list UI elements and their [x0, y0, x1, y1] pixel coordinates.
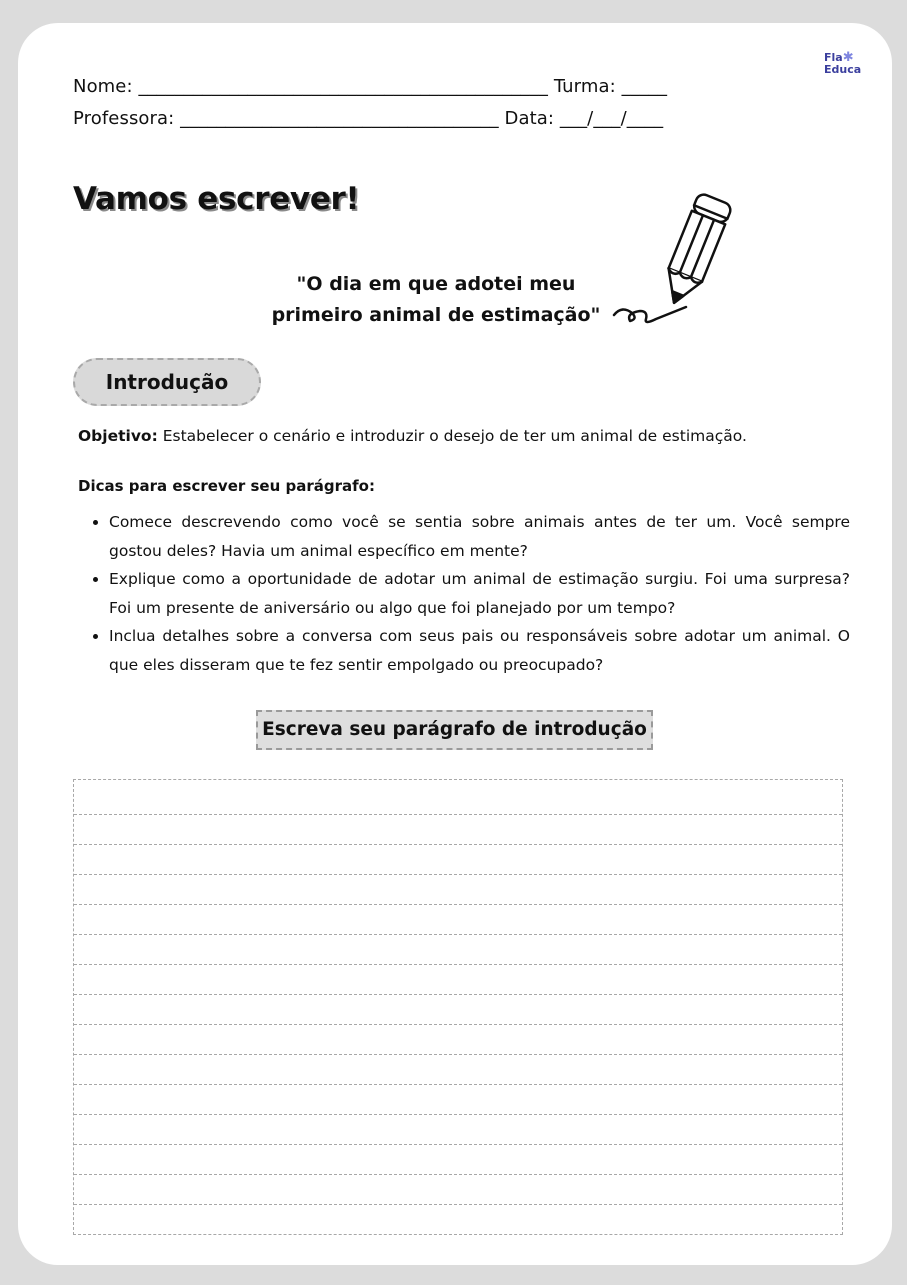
objective-description: Estabelecer o cenário e introduzir o desejo de ter um animal de estimação.: [157, 427, 747, 445]
writing-line: [74, 844, 842, 845]
teacher-label: Professora:: [73, 108, 175, 129]
logo-star-icon: ✱: [842, 50, 854, 65]
date-blank[interactable]: ___/___/____: [559, 108, 664, 129]
teacher-blank[interactable]: ___________________________________: [180, 108, 499, 129]
writing-line: [74, 814, 842, 815]
prompt-line-2: primeiro animal de estimação": [271, 304, 601, 326]
tip-item: • Explique como a oportunidade de adotar um animal de estimação surgiu. Foi uma surpresa? Foi um presente de aniversário ou algo que foi planejado por um tempo?: [109, 565, 850, 622]
writing-line: [74, 1084, 842, 1085]
writing-line: [74, 1054, 842, 1055]
logo-text-fla: Fla: [824, 51, 843, 64]
writing-line: [74, 1144, 842, 1145]
writing-line: [74, 874, 842, 875]
objective-text: [78, 425, 747, 447]
tip-item: • Comece descrevendo como você se sentia sobre animais antes de ter um. Você sempre gostou deles? Havia um animal específico em mente?: [109, 508, 850, 565]
objective-label: Objetivo:: [78, 427, 158, 445]
name-label: Nome:: [73, 76, 133, 97]
writing-line: [74, 1174, 842, 1175]
tips-heading: Dicas para escrever seu parágrafo:: [78, 477, 375, 495]
class-blank[interactable]: _____: [621, 76, 668, 97]
writing-line: [74, 964, 842, 965]
date-label: Data:: [504, 108, 555, 129]
pencil-icon: [610, 191, 760, 331]
writing-prompt: [256, 269, 616, 331]
writing-area[interactable]: [73, 779, 843, 1235]
name-class-row: [73, 76, 667, 98]
write-paragraph-label: Escreva seu parágrafo de introdução: [256, 710, 653, 750]
prompt-line-1: "O dia em que adotei meu: [296, 273, 576, 295]
tips-list: [78, 508, 850, 679]
worksheet-page: [18, 23, 892, 1265]
name-blank[interactable]: _____________________________________________: [138, 76, 548, 97]
section-pill-introducao: Introdução: [73, 358, 261, 406]
writing-line: [74, 1024, 842, 1025]
tip-item: • Inclua detalhes sobre a conversa com seus pais ou responsáveis sobre adotar um animal. O que eles disseram que te fez sentir empolgado ou preocupado?: [109, 622, 850, 679]
writing-line: [74, 994, 842, 995]
writing-line: [74, 1114, 842, 1115]
writing-line: [74, 904, 842, 905]
writing-line: [74, 934, 842, 935]
class-label: Turma:: [553, 76, 616, 97]
flaeduca-logo: [824, 52, 861, 76]
teacher-date-row: [73, 108, 663, 130]
writing-line: [74, 1204, 842, 1205]
logo-text-educa: Educa: [824, 63, 862, 76]
page-title: Vamos escrever!: [73, 181, 360, 217]
